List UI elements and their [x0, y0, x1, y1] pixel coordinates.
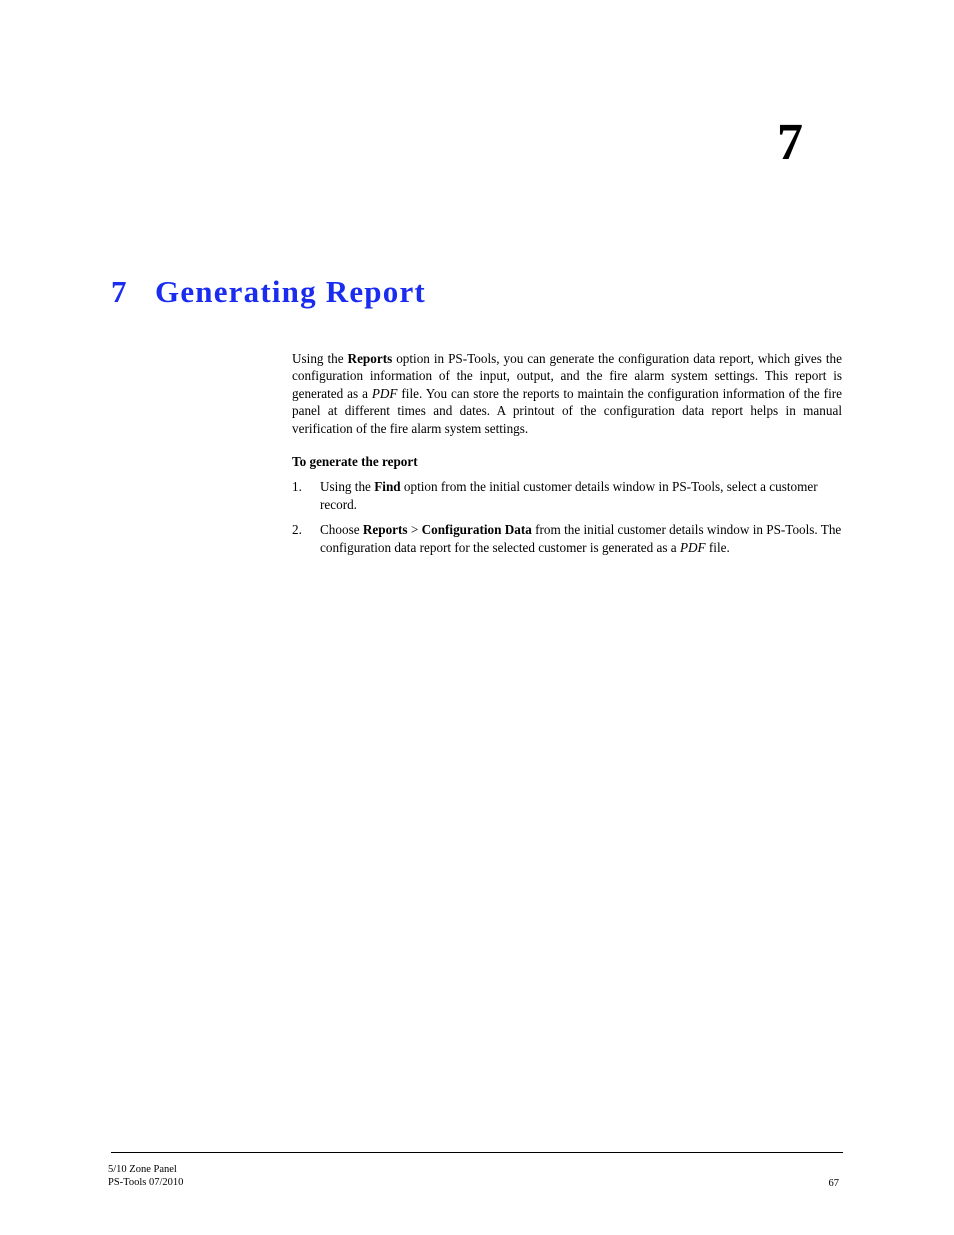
pdf-term: PDF — [371, 385, 398, 401]
procedure-step — [292, 521, 842, 556]
footer-info — [108, 1163, 183, 1189]
step-text: Using the — [320, 479, 375, 495]
chapter-title-number: 7 — [111, 274, 128, 309]
footer-rule — [111, 1152, 843, 1153]
step-number: 1. — [292, 479, 302, 495]
chapter-title — [111, 270, 426, 314]
footer-document: PS-Tools 07/2010 — [108, 1177, 184, 1188]
pdf-term: PDF — [679, 539, 706, 555]
procedure-steps — [292, 478, 842, 556]
find-term: Find — [374, 479, 401, 495]
procedure-heading: To generate the report — [292, 454, 418, 470]
step-text: from the initial customer details window in PS-Tools. The configuration data report for the selected customer is generated as a — [320, 522, 842, 555]
configuration-data-term: Configuration Data — [421, 522, 532, 538]
chapter-title-text: Generating Report — [155, 274, 426, 309]
footer-product: 5/10 Zone Panel — [108, 1164, 177, 1175]
chapter-number: 7 — [777, 114, 803, 171]
step-text: option from the initial customer details window in PS-Tools, select a customer record. — [320, 479, 818, 512]
intro-text: Using the — [292, 351, 348, 366]
intro-text: file. You can store the reports to maintain the configuration information of the fire panel at different times and dates. A printout of the configuration data report helps in manual verification of the fire alarm system settings. — [292, 385, 842, 436]
reports-term: Reports — [347, 351, 393, 366]
intro-text: option in PS-Tools, you can generate the configuration data report, which gives the configuration information of the input, output, and the fire alarm system settings. This report is generated as a — [292, 351, 842, 401]
step-text: > — [407, 522, 422, 538]
procedure-step — [292, 478, 842, 513]
page-number: 67 — [828, 1178, 839, 1189]
reports-term: Reports — [362, 522, 408, 538]
step-text: Choose — [320, 522, 363, 538]
step-number: 2. — [292, 522, 302, 538]
step-text: file. — [705, 539, 730, 555]
intro-paragraph — [292, 350, 842, 437]
main-content — [292, 350, 842, 564]
